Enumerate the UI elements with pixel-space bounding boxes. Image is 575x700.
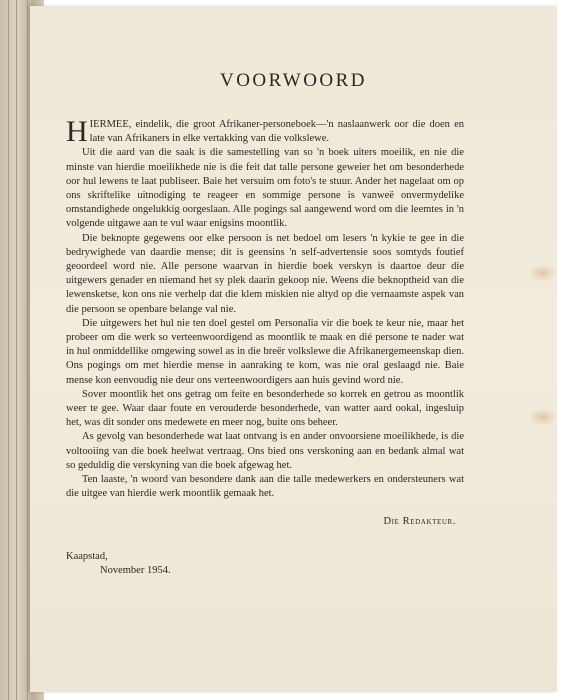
- signature: Die Redakteur.: [383, 516, 456, 528]
- date-line: November 1954.: [100, 564, 171, 576]
- paragraph-4: Die uitgewers het hul nie ten doel gestel om Personalia vir die boek te keur nie, maar het probeer om die werk so verteenwoordigend as moontlik te maak en dié persone te nader wat in hul onmiddellike omgewing sowel as in die breër volkslewe die Afrikanergemeenskap dien. Ons pogings om met hierdie mense in aanraking te kom, was nie oral geslaagd nie. Baie mense kon eenvoudig nie deur ons verteenwoordigers aan huis gevind word nie.: [66, 317, 464, 386]
- paragraph-text: , eindelik, die groot Afrikaner-personeboek—'n naslaanwerk oor die doen en late van Afrikaners in elke vertakking van die volkslewe.: [89, 119, 464, 145]
- paragraph-7: Ten laaste, 'n woord van besondere dank aan die talle medewerkers en ondersteuners wat die uitgee van hierdie werk moontlik gemaak het.: [66, 474, 464, 500]
- drop-cap: H: [66, 115, 88, 148]
- page-stain: [529, 408, 557, 426]
- binding-edge-line: [16, 0, 17, 700]
- binding-edge-line: [27, 0, 28, 700]
- paragraph-5: Sover moontlik het ons getrag om feite en besonderhede so korrek en getrou as moontlik weer te gee. Waar daar foute en verouderde besonderhede, van watter aard ookal, ingesluip het, was dit sonder ons medewete en meer nog, buite ons beheer.: [66, 388, 464, 429]
- page-stain: [529, 264, 557, 282]
- page-title: VOORWOORD: [219, 70, 368, 91]
- paragraph-1: [66, 115, 464, 148]
- paragraph-2: Uit die aard van die saak is die samestelling van so 'n boek uiters moeilik, en nie die minste van hierdie moeilikhede nie is die feit dat talle persone geweier het om besonderhede oor hul lewens te laat publiseer. Baie het versuim om foto's te stuur. Ander het nagelaat om op ons skriftelike uitnodiging te reageer en sommige persone is vanweë onvermydelike omstandighede ongelukkig oorgeslaan. Alle pogings sal aangewend word om die leemtes in 'n volgende uitgawe aan te vul waar enigsins moontlik.: [66, 147, 464, 230]
- paragraph-3: Die beknopte gegewens oor elke persoon is net bedoel om lesers 'n kykie te gee in die bedrywighede van daardie mense; dit is geensins 'n self-advertensie soos somtyds foutief geoordeel word nie. Alle persone waarvan in hierdie boek verskyn is daartoe deur die uitgewers genader en niemand het sy plek daarin gekoop nie. Weens die beknoptheid van die lewensketse, kon ons nie verhelp dat die klem miskien nie altyd op die vernaamste aspek van die persoon se openbare belange val nie.: [66, 232, 464, 315]
- preface-body: [66, 115, 464, 578]
- binding-edge-line: [8, 0, 9, 700]
- lead-word: IERMEE: [89, 119, 129, 130]
- paragraph-6: As gevolg van besonderhede wat laat ontvang is en ander onvoorsiene moeilikhede, is die voltooiing van die boek heelwat vertraag. Ons bied ons verskoning aan en bedank almal wat so geduldig die verskyning van die boek afgewag het.: [66, 431, 464, 471]
- place-line: Kaapstad,: [66, 550, 108, 562]
